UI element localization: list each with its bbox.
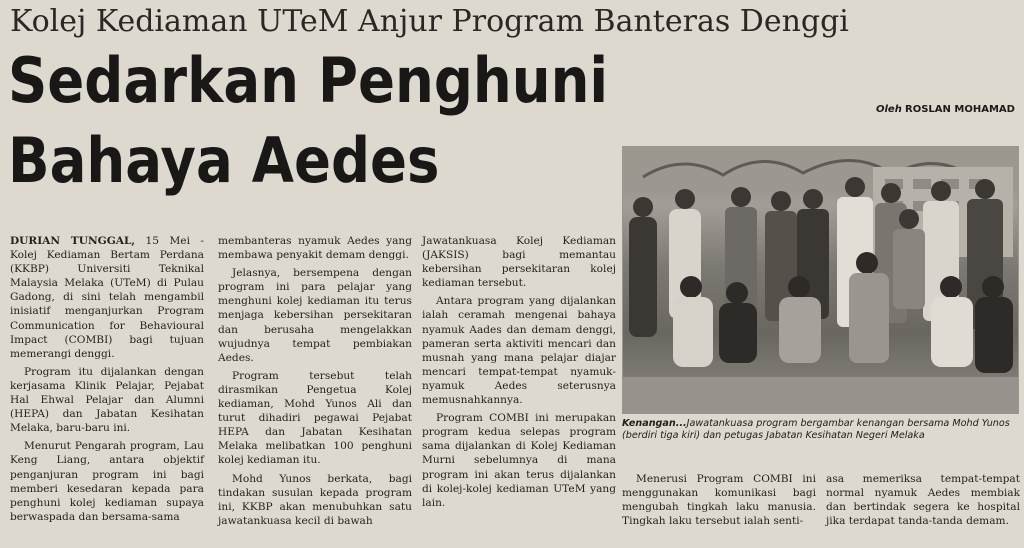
paragraph: asa memeriksa tempat-tempat normal nyamuk Aedes membiak dan bertindak segera ke hospital jika terdapat tanda-tanda demam. bbox=[826, 473, 1020, 528]
paragraph: Menerusi Program COMBI ini menggunakan komunikasi bagi mengubah tingkah laku manusia. Tingkah laku tersebut ialah senti- bbox=[622, 473, 816, 528]
paragraph: Mohd Yunos berkata, bagi tindakan susulan kepada program ini, KKBP akan menubuhkan satu jawatankuasa kecil di bawah bbox=[218, 472, 412, 527]
paragraph: Program itu dijalankan dengan kerjasama Klinik Pelajar, Pejabat Hal Ehwal Pelajar dan Alumni (HEPA) dan Jabatan Kesihatan Melaka, baru-baru ini. bbox=[10, 365, 204, 435]
caption-text: Jawatankuasa program bergambar kenangan bersama Mohd Yunos (berdiri tiga kiri) dan petugas Jabatan Kesihatan Negeri Melaka bbox=[622, 418, 1010, 441]
text-column-5 bbox=[826, 472, 1020, 532]
paragraph: Menurut Pengarah program, Lau Keng Liang, antara objektif penganjuran program ini bagi memberi kesedaran kepada para penghuni kolej kediaman supaya berwaspada dan bersama-sama bbox=[10, 440, 204, 523]
byline-prefix: Oleh bbox=[876, 104, 902, 115]
text-column-4 bbox=[622, 472, 816, 532]
dateline: DURIAN TUNGGAL, bbox=[10, 235, 136, 247]
paragraph: membanteras nyamuk Aedes yang membawa penyakit demam denggi. bbox=[218, 235, 412, 262]
group-photo-illustration bbox=[623, 147, 1018, 413]
headline-line-1: Sedarkan Penghuni bbox=[8, 44, 609, 117]
photo-caption bbox=[622, 418, 1017, 442]
text-column-2 bbox=[218, 234, 412, 532]
byline bbox=[876, 104, 1015, 115]
caption-lead: Kenangan... bbox=[622, 418, 687, 429]
paragraph bbox=[10, 234, 204, 361]
byline-author: ROSLAN MOHAMAD bbox=[905, 104, 1015, 115]
group-photo bbox=[622, 146, 1019, 414]
article-kicker: Kolej Kediaman UTeM Anjur Program Banteras Denggi bbox=[10, 4, 849, 39]
paragraph: Jawatankuasa Kolej Kediaman (JAKSIS) bagi memantau kebersihan persekitaran kolej kediaman tersebut. bbox=[422, 235, 616, 290]
paragraph: Jelasnya, bersempena dengan program ini para pelajar yang menghuni kolej kediaman itu terus menjaga kebersihan persekitaran dan berusaha mengelakkan wujudnya tempat pembiakan Aedes. bbox=[218, 267, 412, 364]
headline-line-2: Bahaya Aedes bbox=[8, 124, 440, 197]
paragraph: Program tersebut telah dirasmikan Pengetua Kolej kediaman, Mohd Yunos Ali dan turut dihadiri pegawai Pejabat HEPA dan Jabatan Kesihatan Melaka melibatkan 100 penghuni kolej kediaman itu. bbox=[218, 369, 412, 467]
text-column-1 bbox=[10, 234, 204, 528]
paragraph-text: 15 Mei - Kolej Kediaman Bertam Perdana (KKBP) Universiti Teknikal Malaysia Melaka (UTeM) di Pulau Gadong, di sini telah mengambil inisiatif menganjurkan Program Communication for Behavioural Impact (COMBI) bagi tujuan memerangi denggi. bbox=[10, 235, 204, 360]
paragraph: Antara program yang dijalankan ialah ceramah mengenai bahaya nyamuk Aades dan demam denggi, pameran serta aktiviti mencari dan musnah yang mana pelajar diajar mencari tempat-tempat nyamuk-nyamuk Aedes seterusnya memusnahkannya. bbox=[422, 295, 616, 407]
text-column-3 bbox=[422, 234, 616, 514]
paragraph: Program COMBI ini merupakan program kedua selepas program sama dijalankan di Kolej Kediaman Murni sebelumnya di mana program ini akan terus dijalankan di kolej-kolej kediaman UTeM yang lain. bbox=[422, 412, 616, 509]
